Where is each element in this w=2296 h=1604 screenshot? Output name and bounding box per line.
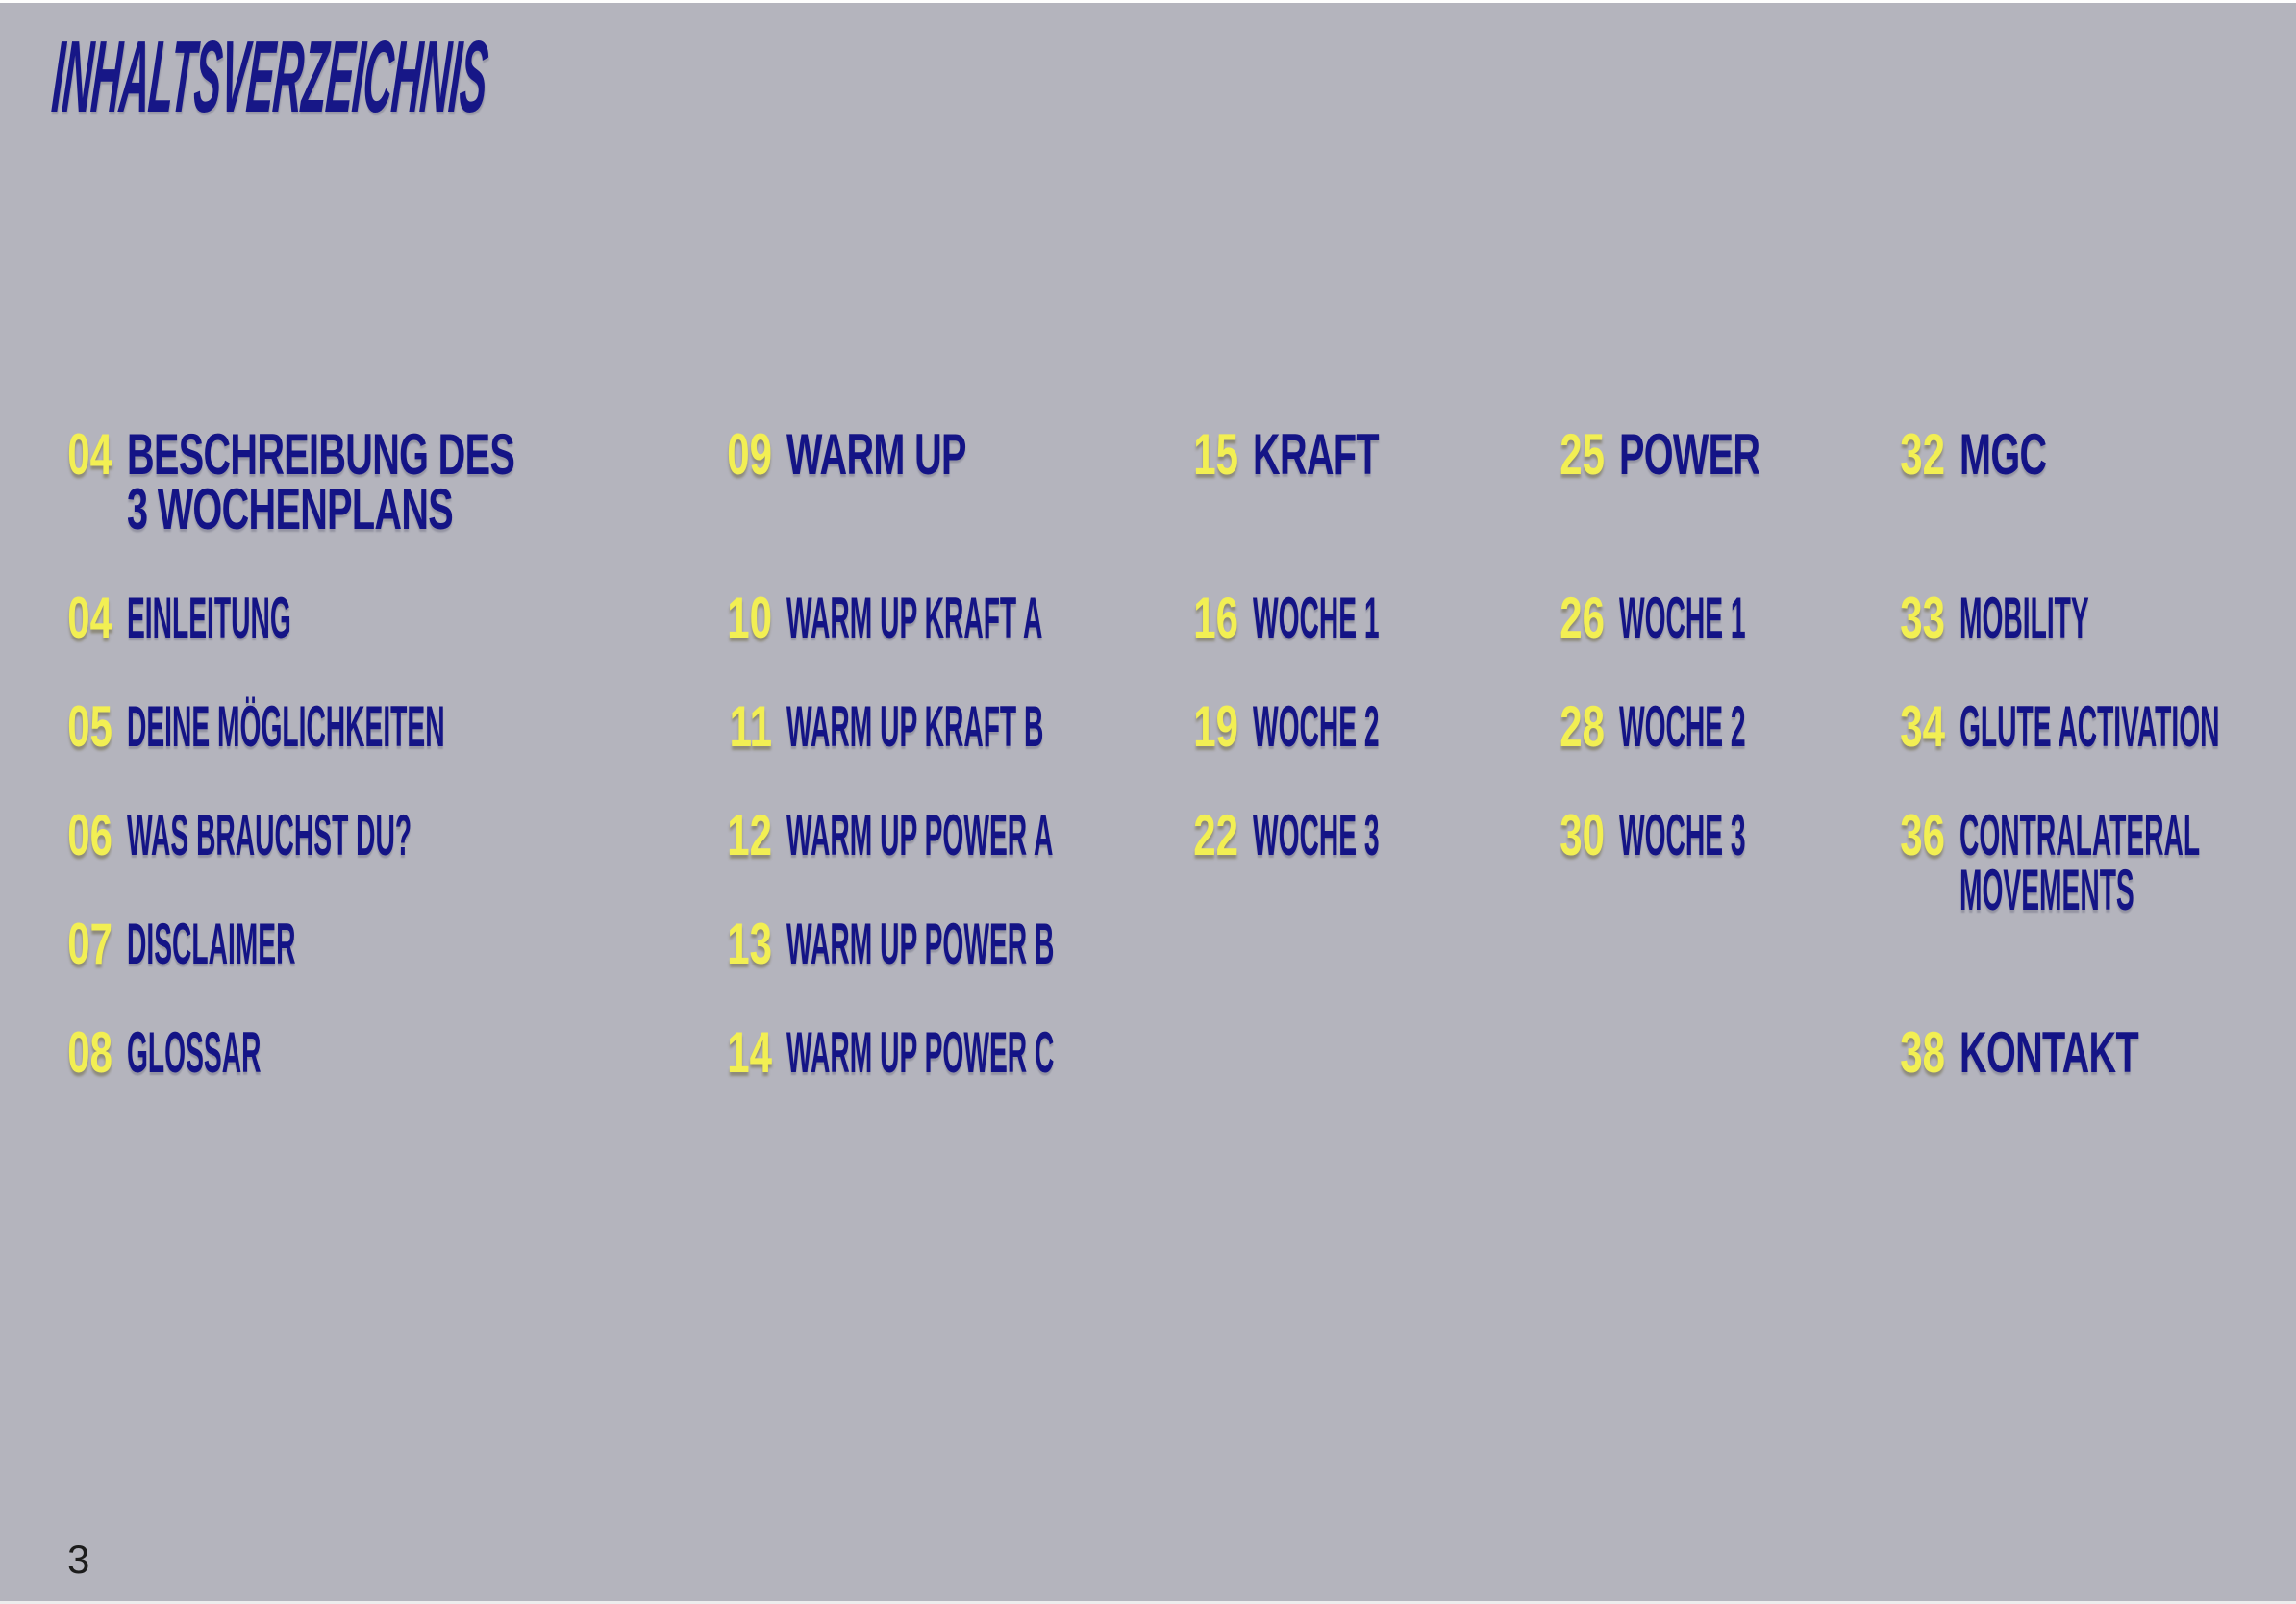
toc-page-number: 12	[727, 803, 772, 867]
toc-entry-label: WARM UP POWER C	[786, 1020, 1055, 1085]
toc-entry[interactable]	[67, 912, 486, 976]
toc-page-number: 28	[1560, 694, 1605, 759]
toc-entry[interactable]	[727, 1020, 1356, 1085]
toc-entry[interactable]	[1193, 586, 1522, 650]
toc-entry[interactable]	[1193, 803, 1522, 867]
toc-section-header[interactable]	[1560, 422, 1833, 487]
page-edge-top	[0, 0, 2296, 3]
toc-label-line: CONTRALATERAL	[1959, 803, 2201, 867]
toc-page-number: 16	[1193, 586, 1238, 650]
toc-section-label: KRAFT	[1253, 422, 1379, 487]
toc-section-header[interactable]	[1900, 422, 2091, 487]
toc-entry[interactable]	[1560, 803, 1888, 867]
toc-entry[interactable]	[1900, 803, 2296, 922]
toc-entry[interactable]	[67, 694, 803, 759]
toc-section-header[interactable]	[67, 422, 714, 541]
toc-entry-label	[1959, 803, 2201, 922]
toc-entry-label: WOCHE 2	[1253, 694, 1380, 759]
toc-page-number: 34	[1900, 694, 1945, 759]
toc-section-label: MGC	[1959, 422, 2047, 487]
toc-page-number: 04	[67, 586, 112, 650]
toc-entry-label: WOCHE 3	[1253, 803, 1380, 867]
toc-section-header[interactable]	[727, 422, 1059, 487]
toc-entry[interactable]	[67, 586, 476, 650]
toc-entry[interactable]	[67, 803, 733, 867]
page-title: INHALTSVERZEICHNIS	[48, 20, 491, 134]
toc-page-number: 10	[727, 586, 772, 650]
toc-entry[interactable]	[1193, 694, 1522, 759]
toc-label-line: BESCHREIBUNG DES	[127, 422, 515, 487]
toc-entry[interactable]	[1560, 586, 1888, 650]
toc-page-number: 22	[1193, 803, 1238, 867]
toc-entry[interactable]	[67, 1020, 412, 1085]
toc-entry[interactable]	[729, 694, 1334, 759]
toc-page-number: 26	[1560, 586, 1605, 650]
toc-entry[interactable]	[727, 586, 1332, 650]
toc-page-number: 19	[1193, 694, 1238, 759]
toc-entry-label: MOBILITY	[1959, 586, 2089, 650]
toc-entry-label: DEINE MÖGLICHKEITEN	[127, 694, 445, 759]
toc-page-number: 08	[67, 1020, 112, 1085]
toc-entry-label: WOCHE 3	[1619, 803, 1746, 867]
toc-entry-label: KONTAKT	[1959, 1020, 2139, 1085]
toc-entry-label: WARM UP KRAFT B	[786, 694, 1044, 759]
toc-section-label: POWER	[1619, 422, 1760, 487]
toc-page-number: 33	[1900, 586, 1945, 650]
toc-section-label: WARM UP	[786, 422, 966, 487]
toc-page-number: 04	[67, 422, 112, 487]
toc-entry-label: GLUTE ACTIVATION	[1959, 694, 2220, 759]
toc-entry-label: WARM UP POWER B	[786, 912, 1055, 976]
toc-entry[interactable]	[1900, 694, 2296, 759]
toc-entry-label: GLOSSAR	[127, 1020, 262, 1085]
toc-entry[interactable]	[727, 912, 1356, 976]
toc-page-number: 32	[1900, 422, 1945, 487]
toc-label-line: MOVEMENTS	[1959, 858, 2134, 922]
toc-entry[interactable]	[1900, 586, 2235, 650]
toc-page-number: 14	[727, 1020, 772, 1085]
toc-entry-label: EINLEITUNG	[127, 586, 291, 650]
toc-page-number: 15	[1193, 422, 1238, 487]
toc-page-number: 05	[67, 694, 112, 759]
toc-label-line: 3 WOCHENPLANS	[127, 477, 454, 541]
toc-page-number: 25	[1560, 422, 1605, 487]
toc-section-header[interactable]	[1193, 422, 1443, 487]
toc-entry-label: DISCLAIMER	[127, 912, 296, 976]
toc-page-number: 30	[1560, 803, 1605, 867]
toc-page-number: 07	[67, 912, 112, 976]
toc-entry-label: WOCHE 2	[1619, 694, 1746, 759]
toc-page-number: 06	[67, 803, 112, 867]
toc-entry[interactable]	[1900, 1020, 2231, 1085]
toc-entry[interactable]	[1560, 694, 1888, 759]
toc-page-number: 11	[729, 694, 772, 759]
toc-section-label	[127, 422, 515, 541]
toc-entry-label: WARM UP POWER A	[786, 803, 1054, 867]
toc-page-number: 09	[727, 422, 772, 487]
document-page-number: 3	[67, 1537, 90, 1582]
toc-entry-label: WAS BRAUCHST DU?	[127, 803, 412, 867]
toc-entry-label: WARM UP KRAFT A	[786, 586, 1043, 650]
toc-page-number: 36	[1900, 803, 1945, 867]
toc-page-number: 13	[727, 912, 772, 976]
toc-entry-label: WOCHE 1	[1619, 586, 1746, 650]
toc-page-number: 38	[1900, 1020, 1945, 1085]
toc-entry-label: WOCHE 1	[1253, 586, 1380, 650]
